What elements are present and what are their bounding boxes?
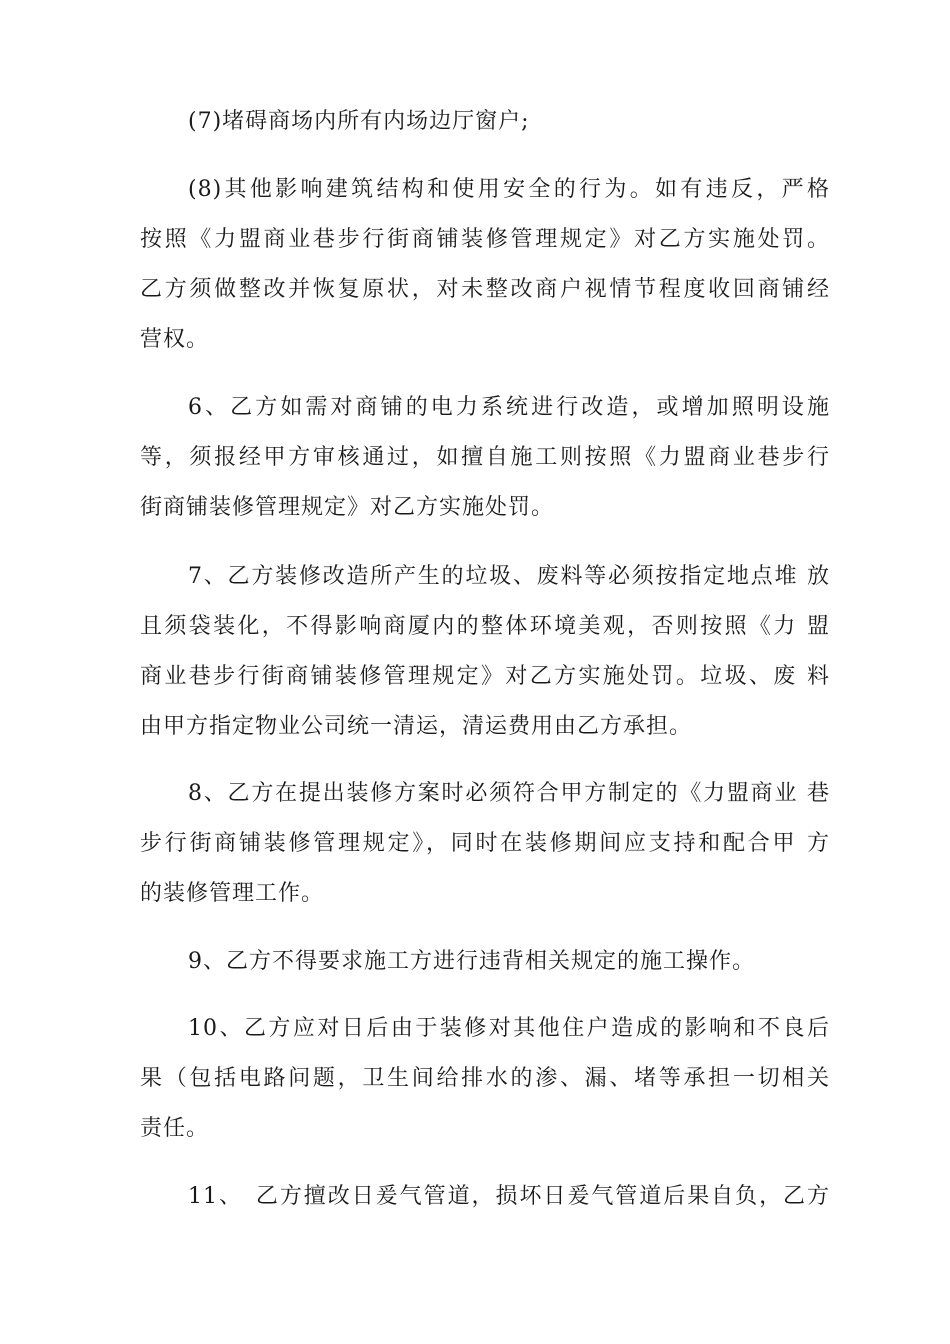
- paragraph-clause-7: [140, 552, 830, 752]
- paragraph-item-8: [140, 165, 830, 365]
- text-line: 且须袋装化，不得影响商厦内的整体环境美观，否则按照《力 盟: [140, 614, 830, 639]
- text-line: 由甲方指定物业公司统一清运，清运费用由乙方承担。: [140, 714, 693, 739]
- text-line: 10、乙方应对日后由于装修对其他住户造成的影响和不良后: [188, 1016, 830, 1041]
- text-line: (7)堵碍商场内所有内场边厅窗户;: [188, 109, 530, 134]
- paragraph-clause-11: [140, 1172, 830, 1222]
- text-line: 商业巷步行街商铺装修管理规定》对乙方实施处罚。垃圾、废 料: [140, 664, 830, 689]
- paragraph-clause-6: [140, 383, 830, 533]
- text-line: 7、乙方装修改造所产生的垃圾、废料等必须按指定地点堆 放: [188, 564, 830, 589]
- text-line: 街商铺装修管理规定》对乙方实施处罚。: [140, 495, 555, 520]
- text-line: 11、 乙方擅改日爰气管道，损坏日爰气管道后果自负，乙方: [188, 1184, 830, 1209]
- text-line: 的装修管理工作。: [140, 881, 325, 906]
- paragraph-clause-9: [140, 937, 830, 987]
- paragraph-clause-8: [140, 769, 830, 919]
- text-line: 责任。: [140, 1116, 210, 1141]
- text-line: 乙方须做整改并恢复原状，对未整改商户视情节程度收回商铺经: [140, 277, 830, 302]
- text-line: 步行街商铺装修管理规定》，同时在装修期间应支持和配合甲 方: [140, 831, 830, 856]
- text-line: (8)其他影响建筑结构和使用安全的行为。如有违反，严格: [188, 177, 830, 202]
- text-line: 6、乙方如需对商铺的电力系统进行改造，或增加照明设施: [188, 395, 830, 420]
- text-line: 营权。: [140, 327, 210, 352]
- text-line: 8、乙方在提出装修方案时必须符合甲方制定的《力盟商业 巷: [188, 781, 830, 806]
- paragraph-clause-10: [140, 1004, 830, 1154]
- text-line: 按照《力盟商业巷步行街商铺装修管理规定》对乙方实施处罚。: [140, 227, 830, 252]
- paragraph-item-7: [140, 97, 830, 147]
- text-line: 果（包括电路问题，卫生间给排水的渗、漏、堵等承担一切相关: [140, 1066, 830, 1091]
- text-line: 9、乙方不得要求施工方进行违背相关规定的施工操作。: [188, 949, 755, 974]
- text-line: 等，须报经甲方审核通过，如擅自施工则按照《力盟商业巷步行: [140, 445, 830, 470]
